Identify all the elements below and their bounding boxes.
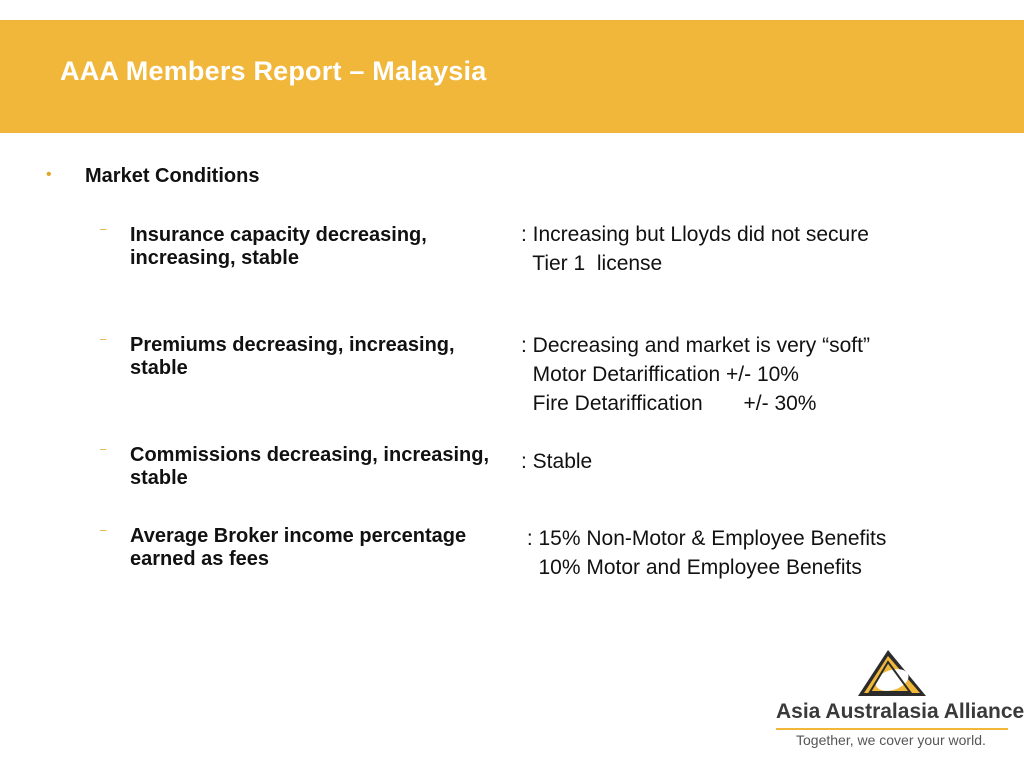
bullet-icon: • [46,166,52,183]
answer-line: : Increasing but Lloyds did not secure [521,223,869,246]
answer-line: : Decreasing and market is very “soft” [521,334,870,357]
question-premiums: Premiums decreasing, increasing, stable [130,334,455,379]
dash-icon: ⁻ [99,335,108,352]
dash-icon: ⁻ [99,445,108,462]
question-capacity: Insurance capacity decreasing, increasing, stable [130,224,427,269]
answer-line: Motor Detariffication +/- 10% [521,363,799,386]
section-heading: Market Conditions [85,165,260,187]
logo-divider [776,728,1008,730]
dash-icon: ⁻ [99,225,108,242]
answer-line: : Stable [521,450,593,473]
answer-line: 10% Motor and Employee Benefits [521,556,862,579]
answer-broker-income [521,524,951,582]
answer-premiums [521,331,951,418]
question-broker-income: Average Broker income percentage earned as fees [130,525,467,570]
logo-tagline: Together, we cover your world. [796,732,986,748]
top-margin [0,0,1024,20]
question-commissions: Commissions decreasing, increasing, stable [130,444,490,489]
answer-capacity [521,220,951,278]
answer-commissions [521,447,951,476]
answer-line: Tier 1 license [521,252,663,275]
page-title: AAA Members Report – Malaysia [60,56,487,86]
dash-icon: ⁻ [99,526,108,543]
logo-name: Asia Australasia Alliance [776,700,1024,723]
triangle-logo-icon [848,648,932,700]
brand-logo [772,648,1024,753]
answer-line: Fire Detariffication +/- 30% [521,392,817,415]
answer-line: : 15% Non-Motor & Employee Benefits [521,527,887,550]
